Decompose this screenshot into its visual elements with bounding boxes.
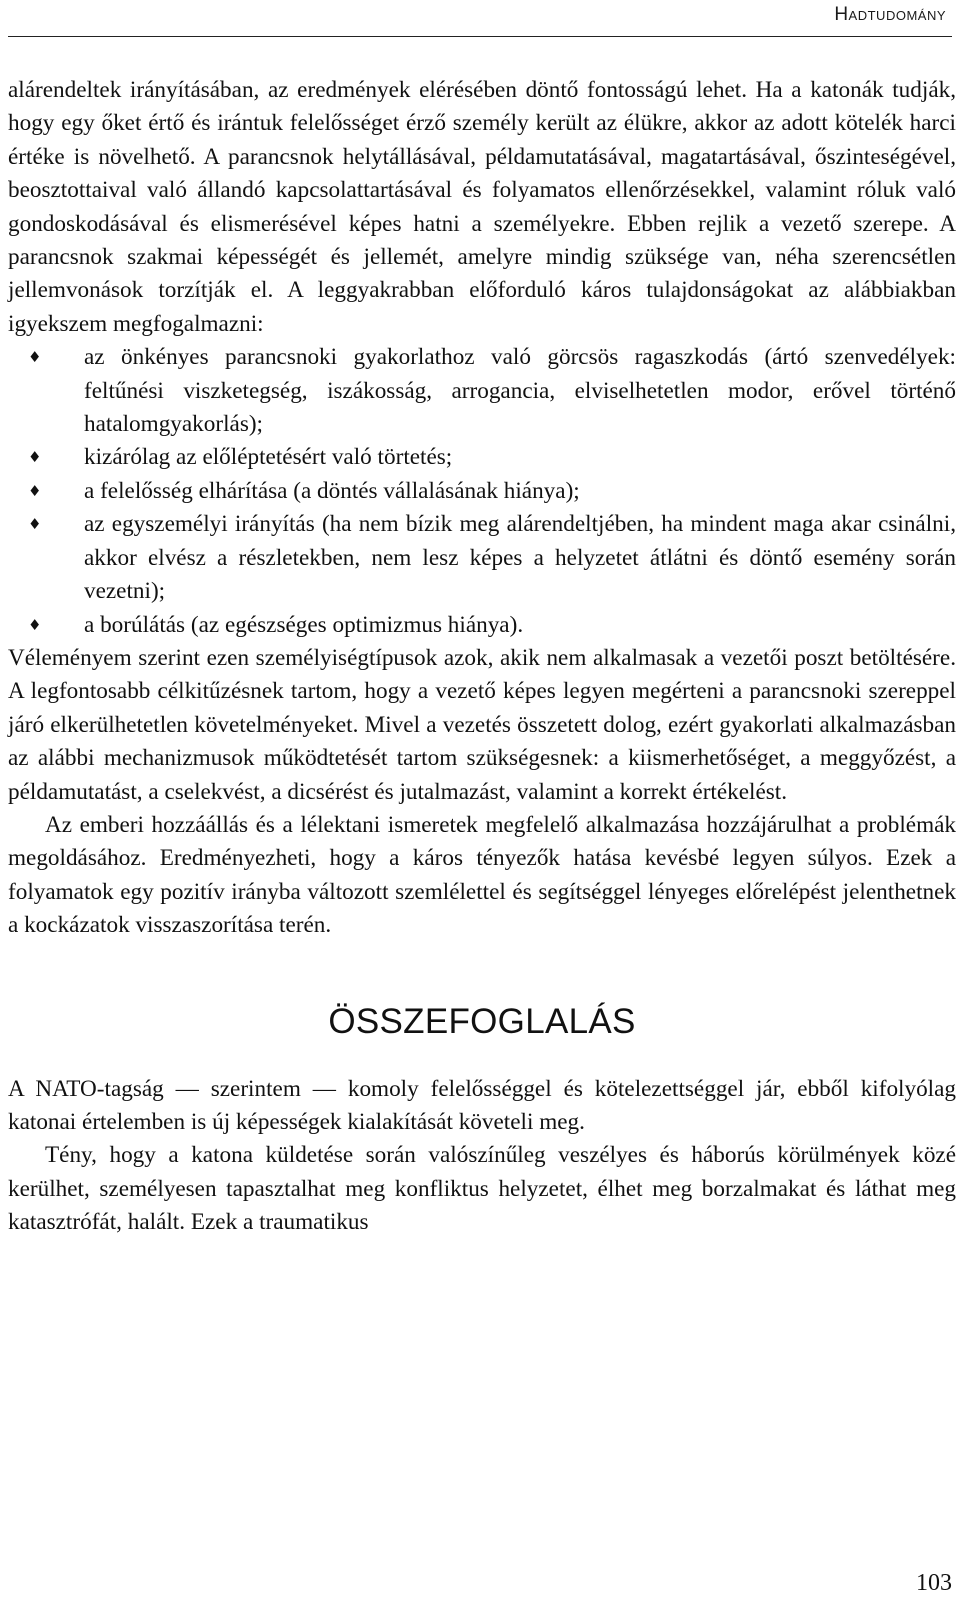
- body-paragraph: alárendeltek irányításában, az eredmények elérésében döntő fontosságú lehet. Ha a katonák tudják, hogy egy őket értő és irántuk felelősséget érző személy került az élükre, akkor az adott kötelék harci értéke is növelhető. A parancsnok helytállásával, példamutatásával, magatartásával, őszinteségével, beosztottaival való állandó kapcsolattartásával és folyamatos ellenőrzésekkel, valamint róluk való gondoskodásával és elismerésével képes hatni a személyekre. Ebben rejlik a vezető szerepe. A parancsnok szakmai képességét és jellemét, amelyre mindig szüksége van, néha szerencsétlen jellemvonások torzítják el. A leggyakrabban előforduló káros tulajdonságokat az alábbiakban igyekszem megfogalmazni:: [8, 77, 956, 337]
- running-header: [8, 0, 952, 37]
- body-paragraph: Véleményem szerint ezen személyiségtípusok azok, akik nem alkalmasak a vezetői poszt betöltésére. A legfontosabb célkitűzésnek tartom, hogy a vezető képes legyen megérteni a parancsnoki szereppel járó elkerülhetetlen követelményeket. Mivel a vezetés összetett dolog, ezért gyakorlati alkalmazásban az alábbi mechanizmusok működtetését tartom szükségesnek: a kiismerhetőséget, a meggyőzést, a példamutatást, a cselekvést, a dicsérést és jutalmazást, valamint a korrekt értékelést.: [8, 644, 956, 805]
- list-item: [28, 508, 956, 608]
- list-item-text: az egyszemélyi irányítás (ha nem bízik meg alárendeltjében, ha mindent maga akar csinálni, akkor elvész a részletekben, nem lesz képes a helyzetet átlátni és döntő esemény során vezetni);: [84, 511, 956, 605]
- diamond-bullet-icon: ♦: [28, 615, 42, 634]
- list-item-text: a borúlátás (az egészséges optimizmus hiánya).: [84, 611, 524, 638]
- section-heading: ÖSSZEFOGLALÁS: [328, 1001, 636, 1041]
- diamond-bullet-icon: ♦: [28, 515, 42, 534]
- page-body: [8, 74, 956, 1240]
- list-item-text: kizárólag az előléptetésért való törtetés;: [84, 444, 453, 471]
- journal-title: Hadtudomány: [834, 4, 946, 25]
- list-item: [28, 609, 956, 642]
- page-number: 103: [916, 1570, 952, 1596]
- diamond-bullet-icon: ♦: [28, 348, 42, 367]
- diamond-bullet-icon: ♦: [28, 448, 42, 467]
- list-item: [28, 441, 956, 474]
- body-paragraph: Az emberi hozzáállás és a lélektani ismeretek megfelelő alkalmazása hozzájárulhat a problémák megoldásához. Eredményezheti, hogy a káros tényezők hatása kevésbé legyen súlyos. Ezek a folyamatok egy pozitív irányba változott szemlélettel és segítséggel lényeges előrelépést jelenthetnek a kockázatok visszaszorítása terén.: [8, 811, 956, 939]
- diamond-bullet-icon: ♦: [28, 481, 42, 500]
- list-item: [28, 341, 956, 441]
- list-item: [28, 475, 956, 508]
- list-item-text: az önkényes parancsnoki gyakorlathoz való görcsös ragaszkodás (ártó szenvedélyek: feltűnési viszketegség, iszákosság, arrogancia, elviselhetetlen modor, erővel történő hatalomgyakorlás);: [84, 344, 956, 438]
- list-item-text: a felelősség elhárítása (a döntés vállalásának hiánya);: [84, 477, 580, 504]
- trait-list: [8, 341, 956, 642]
- summary-paragraph: A NATO-tagság — szerintem — komoly felelősséggel és kötelezettséggel jár, ebből kifolyólag katonai értelemben is új képességek kialakítását követeli meg.: [8, 1075, 956, 1135]
- summary-paragraph: Tény, hogy a katona küldetése során valószínűleg veszélyes és háborús körülmények közé kerülhet, személyesen tapasztalhat meg konfliktus helyzetet, élhet meg borzalmakat és láthat meg katasztrófát, halált. Ezek a traumatikus: [8, 1142, 956, 1236]
